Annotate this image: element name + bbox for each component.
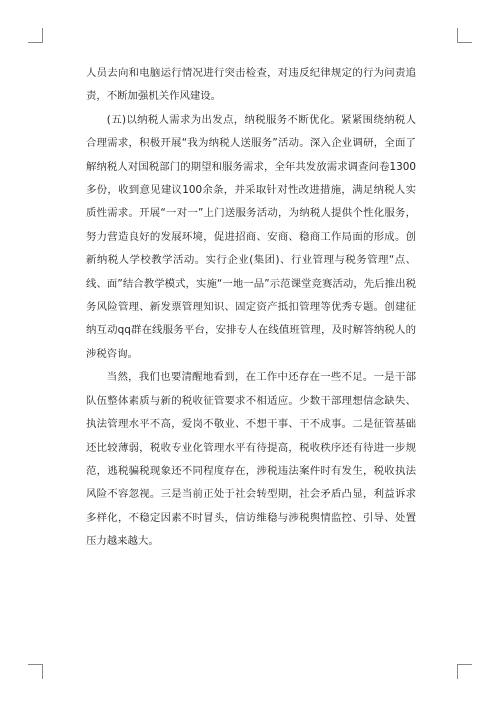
paragraph-continuation: 人员去向和电脑运行情况进行突击检查，对违反纪律规定的行为问责追责，不断加强机关作风建设。: [86, 67, 416, 103]
crop-mark-top-right: [457, 28, 472, 43]
paragraph-tax-service: (五)以纳税人需求为出发点，纳税服务不断优化。紧紧围绕纳税人合理需求，积极开展“我为纳税人送服务”活动。深入企业调研，全面了解纳税人对国税部门的期望和服务需求，全年共发放需求调查问卷1300多份，收到意见建议100余条，并采取针对性改进措施，满足纳税人实质性需求。开展“一对一”上门送服务活动，为纳税人提供个性化服务，努力营造良好的发展环境，促进招商、安商、稳商工作局面的形成。创新纳税人学校教学活动。实行企业(集团)、行业管理与税务管理“点、线、面”结合教学模式，实施“一地一品”示范课堂竞赛活动，先后推出税务风险管理、新发票管理知识、固定资产抵扣管理等优秀专题。创建征纳互动qq群在线服务平台，安排专人在线值班管理，及时解答纳税人的涉税咨询。: [86, 113, 416, 360]
document-body: [86, 62, 416, 554]
crop-mark-top-left: [28, 28, 43, 43]
crop-mark-bottom-left: [28, 664, 43, 679]
crop-mark-bottom-right: [457, 664, 472, 679]
paragraph-shortcomings: 当然，我们也要清醒地看到，在工作中还存在一些不足。一是干部队伍整体素质与新的税收征管要求不相适应。少数干部理想信念缺失、执法管理水平不高，爱岗不敬业、不想干事、干不成事。二是征管基础还比较薄弱，税收专业化管理水平有待提高，税收秩序还有待进一步规范，逃税骗税现象还不同程度存在，涉税违法案件时有发生，税收执法风险不容忽视。三是当前正处于社会转型期，社会矛盾凸显，利益诉求多样化，不稳定因素不时冒头，信访维稳与涉税舆情监控、引导、处置压力越来越大。: [86, 371, 416, 548]
